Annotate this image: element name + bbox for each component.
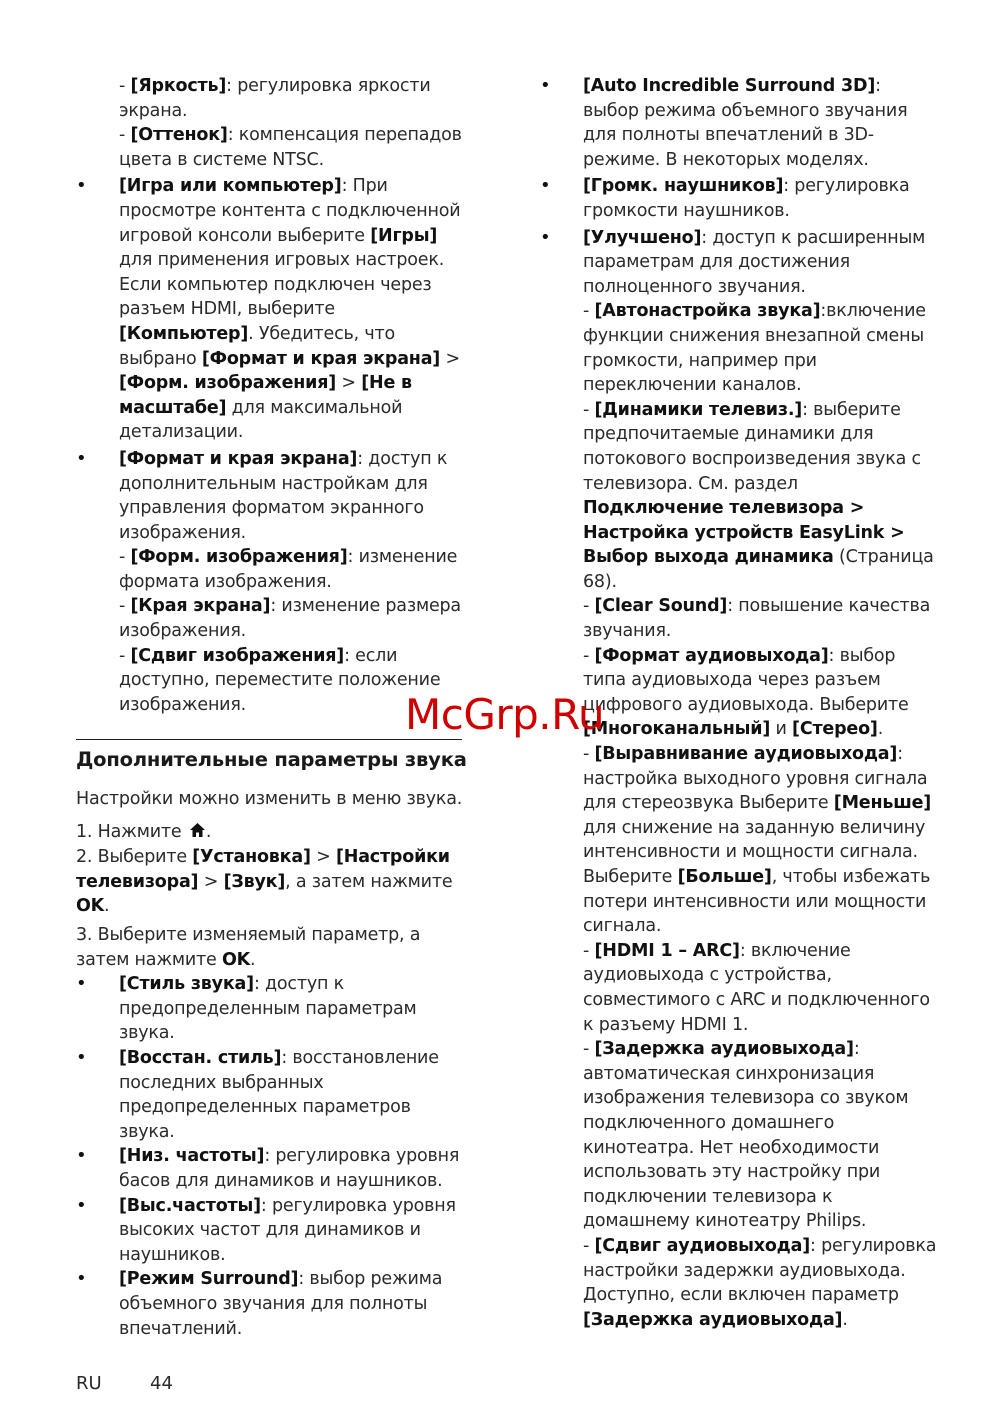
cont-brightness: - [Яркость]: регулировка яркости экрана. [119, 76, 431, 121]
list-item: • [Восстан. стиль]: восстановление последних выбранных предопределенных параметров звука. [76, 1046, 439, 1142]
sub-item: - [HDMI 1 – ARC]: включение аудиовыхода с устройства, совместимого с ARC и подключенного к разъему HDMI 1. [583, 940, 930, 1035]
cross-reference-link[interactable]: Подключение телевизора > Настройка устройств EasyLink > Выбор выхода динамика [583, 498, 905, 568]
step-2: 2. Выберите [Установка] > [Настройки телевизора] > [Звук], а затем нажмите OK. [76, 847, 453, 917]
sub-item: - [Сдвиг изображения]: если доступно, переместите положение изображения. [119, 645, 441, 715]
list-item-headphone-volume: • [Громк. наушников]: регулировка громкости наушников. [540, 175, 910, 221]
bullet-icon: • [76, 1145, 87, 1167]
list-item-auto-surround: • [Auto Incredible Surround 3D]: выбор режима объемного звучания для полноты впечатлений в 3D-режиме. В некоторых моделях. [540, 75, 908, 170]
footer-page-number: 44 [150, 1373, 173, 1394]
step-3: 3. Выберите изменяемый параметр, а затем нажмите OK. [76, 925, 421, 970]
list-item: • [Низ. частоты]: регулировка уровня басов для динамиков и наушников. [76, 1145, 460, 1191]
bullet-icon: • [540, 75, 551, 96]
sub-item: - [Задержка аудиовыхода]: автоматическая синхронизация изображения телевизора со звуком подключенного домашнего кинотеатра. Нет необходимости использовать эту настройку при подключении телевизора к домашнему кинотеатру Philips. [583, 1039, 909, 1232]
footer-language: RU [76, 1373, 102, 1394]
list-item: • [Стиль звука]: доступ к предопределенным параметрам звука. [76, 973, 417, 1044]
sub-item: - [Формат аудиовыхода]: выбор типа аудиовыхода через разъем цифрового аудиовыхода. Выберите [Многоканальный] и [Стерео]. [583, 645, 909, 740]
bullet-icon: • [76, 1046, 87, 1068]
list-item: • [Выс.частоты]: регулировка уровня высоких частот для динамиков и наушников. [76, 1194, 456, 1265]
watermark: McGrp.Ru [405, 690, 605, 739]
sub-item: - [Динамики телевиз.]: выберите предпочитаемые динамики для потокового воспроизведения звука с телевизора. См. раздел Подключение телевизора > Настройка устройств EasyLink > Выбор выхода динамика (Страница 68). [583, 399, 934, 592]
list-item-game-pc: • [Игра или компьютер]: При просмотре контента с подключенной игровой консоли выберите [Игры] для применения игровых настроек. Если компьютер подключен через разъем HDMI, выберите [Компьютер]. Убедитесь, что выбрано [Формат и края экрана] > [Форм. изображения] > [Не в масштабе] для максимальной детализации. [76, 175, 461, 443]
section-divider [76, 739, 462, 740]
bullet-icon: • [76, 447, 87, 469]
bullet-icon: • [76, 175, 87, 197]
sub-item: - [Выравнивание аудиовыхода]: настройка выходного уровня сигнала для стереозвука Выберите [Меньше] для снижение на заданную величину интенсивности и мощности сигнала. Выберите [Больше], чтобы избежать потери интенсивности или мощности сигнала. [583, 744, 932, 937]
bullet-icon: • [540, 226, 551, 248]
list-item-advanced: • [Улучшено]: доступ к расширенным параметрам для достижения полноценного звучания. - [Автонастройка звука]:включение функции снижения внезапной смены громкости, например при переключении каналов. - [Динамики телевиз.]: выберите предпочитаемые динамики для потокового воспроизведения звука с телевизора. См. раздел Подключение телевизора > Настройка устройств EasyLink > Выбор выхода динамика (Страница 68). - [Clear Sound]: повышение качества звучания. - [Формат аудиовыхода]: выбор типа аудиовыхода через разъем цифрового аудиовыхода. Выберите [Многоканальный] и [Стерео]. - [Выравнивание аудиовыхода]: настройка выходного уровня сигнала для стереозвука Выберите [Меньше] для снижение на заданную величину интенсивности и мощности сигнала. Выберите [Больше], чтобы избежать потери интенсивности или мощности сигнала. - [HDMI 1 – ARC]: включение аудиовыхода с устройства, совместимого с ARC и подключенного к разъему HDMI 1. - [Задержка аудиовыхода]: автоматическая синхронизация изображения телевизора со звуком подключенного домашнего кинотеатра. Нет необходимости использовать эту настройку при подключении телевизора к домашнему кинотеатру Philips. - [Сдвиг аудиовыхода]: регулировка настройки задержки аудиовыхода. Доступно, если включен параметр [Задержка аудиовыхода]. [540, 226, 940, 1333]
sub-item: - [Края экрана]: изменение размера изображения. [119, 596, 461, 642]
bullet-icon: • [76, 1194, 87, 1216]
list-item: • [Режим Surround]: выбор режима объемного звучания для полноты впечатлений. [76, 1268, 443, 1339]
sub-item: - [Автонастройка звука]:включение функции снижения внезапной смены громкости, например при переключении каналов. [583, 301, 926, 396]
list-item-format-edges: • [Формат и края экрана]: доступ к дополнительным настройкам для управления форматом экранного изображения. - [Форм. изображения]: изменение формата изображения. - [Края экрана]: изменение размера изображения. - [Сдвиг изображения]: если доступно, переместите положение изображения. [76, 447, 468, 718]
sub-item: - [Сдвиг аудиовыхода]: регулировка настройки задержки аудиовыхода. Доступно, если включен параметр [Задержка аудиовыхода]. [583, 1235, 937, 1330]
intro-text: Настройки можно изменить в меню звука. [76, 789, 463, 810]
cont-tint: - [Оттенок]: компенсация перепадов цвета в системе NTSC. [119, 125, 462, 170]
section-heading: Дополнительные параметры звука [76, 748, 467, 772]
sub-item: - [Clear Sound]: повышение качества звучания. [583, 596, 931, 642]
sub-item: - [Форм. изображения]: изменение формата изображения. [119, 547, 458, 592]
bullet-icon: • [540, 175, 551, 197]
bullet-icon: • [76, 973, 87, 995]
home-icon [189, 821, 206, 846]
step-1: 1. Нажмите . [76, 820, 468, 846]
bullet-icon: • [76, 1268, 87, 1290]
